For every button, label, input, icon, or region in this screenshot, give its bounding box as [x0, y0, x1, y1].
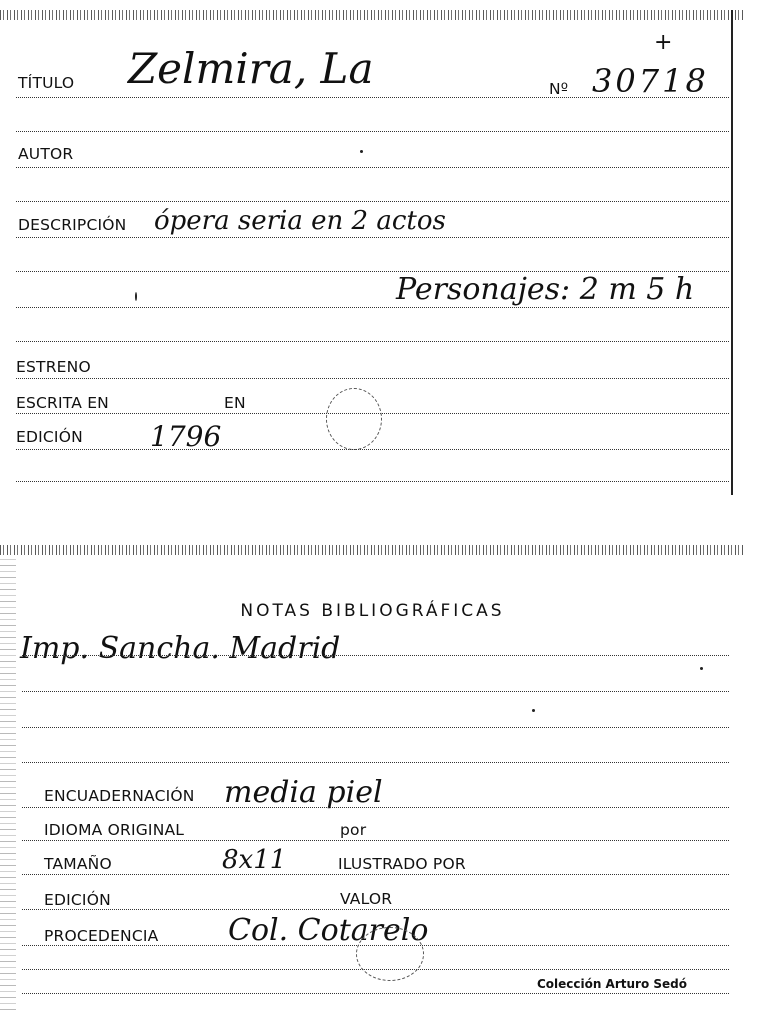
card-right-edge	[731, 10, 733, 495]
notas-heading: NOTAS BIBLIOGRÁFICAS	[240, 601, 505, 621]
titulo-label: TÍTULO	[18, 74, 75, 92]
personajes-value: Personajes: 2 m 5 h	[396, 272, 695, 307]
rule	[16, 341, 729, 342]
descripcion-label: DESCRIPCIÓN	[18, 216, 127, 234]
rule	[16, 449, 729, 450]
catalog-card-back	[0, 545, 745, 1015]
ink-dot	[700, 667, 703, 670]
ink-dot	[360, 150, 363, 153]
procedencia-label: PROCEDENCIA	[44, 927, 159, 945]
titulo-value: Zelmira, La	[128, 44, 374, 93]
rule	[22, 840, 729, 841]
rule	[22, 874, 729, 875]
ilustrado-por-label: ILUSTRADO POR	[338, 855, 466, 873]
collection-credit: Colección Arturo Sedó	[536, 977, 687, 991]
edicion-back-label: EDICIÓN	[44, 891, 111, 909]
numero-value: 30718	[592, 62, 709, 100]
rule	[16, 167, 729, 168]
rule	[22, 969, 729, 970]
procedencia-value: Col. Cotarelo	[228, 913, 429, 948]
rule	[22, 727, 729, 728]
encuadernacion-label: ENCUADERNACIÓN	[44, 787, 195, 805]
encuadernacion-value: media piel	[224, 775, 383, 810]
rule	[22, 909, 729, 910]
rule	[16, 201, 729, 202]
rule	[22, 993, 729, 994]
rule	[16, 131, 729, 132]
numero-label: Nº	[549, 80, 569, 98]
rule	[22, 762, 729, 763]
autor-label: AUTOR	[18, 145, 74, 163]
idioma-original-label: IDIOMA ORIGINAL	[44, 821, 185, 839]
tamano-label: TAMAÑO	[44, 855, 112, 873]
por-label: por	[340, 821, 367, 839]
edicion-value: 1796	[150, 420, 222, 453]
rule	[22, 655, 729, 656]
scan-edge-noise	[0, 10, 745, 20]
rule	[16, 237, 729, 238]
en-label: EN	[224, 394, 246, 412]
stamp-mark	[356, 927, 424, 981]
descripcion-value: ópera seria en 2 actos	[154, 206, 446, 236]
ink-dot	[532, 709, 535, 712]
rule	[16, 378, 729, 379]
scan-edge-noise	[0, 545, 745, 555]
rule	[22, 691, 729, 692]
edicion-label: EDICIÓN	[16, 428, 83, 446]
rule	[16, 481, 729, 482]
dagger-mark: +	[654, 30, 673, 55]
valor-label: VALOR	[340, 890, 393, 908]
tamano-value: 8x11	[222, 845, 287, 875]
catalog-card-front	[0, 10, 745, 495]
ink-mark	[135, 292, 137, 301]
rule	[22, 807, 729, 808]
nota-line-1: Imp. Sancha. Madrid	[20, 631, 341, 666]
escrita-en-label: ESCRITA EN	[16, 394, 109, 412]
scan-edge-noise-left	[0, 555, 16, 1015]
rule	[16, 97, 729, 98]
stamp-mark	[326, 388, 382, 450]
rule	[16, 307, 729, 308]
estreno-label: ESTRENO	[16, 358, 91, 376]
